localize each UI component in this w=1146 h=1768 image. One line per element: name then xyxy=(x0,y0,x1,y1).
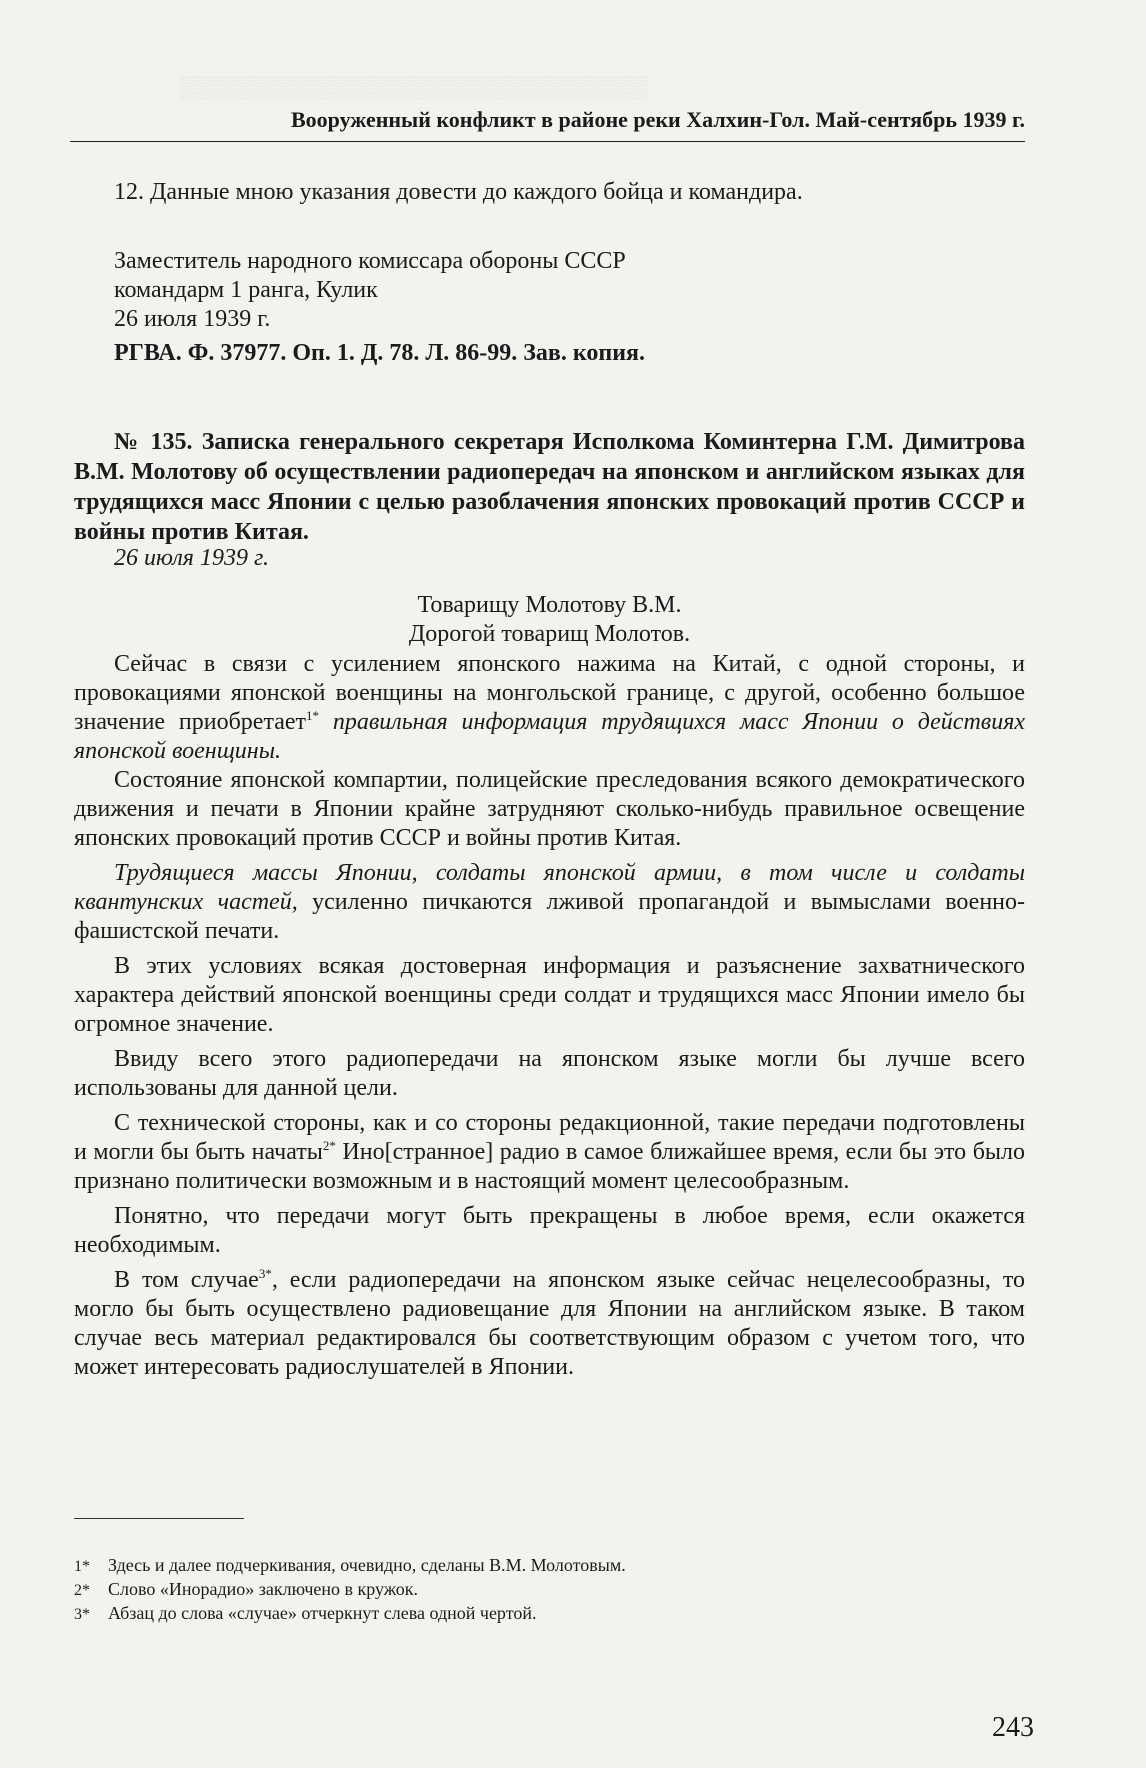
document-date-text: 26 июля 1939 г. xyxy=(114,545,269,571)
footnote-2-text: Слово «Инорадио» заключено в кружок. xyxy=(108,1579,419,1599)
archive-source-text: РГВА. Ф. 37977. Оп. 1. Д. 78. Л. 86-99. Зав. копия. xyxy=(114,340,646,366)
signature-line-1: Заместитель народного комиссара обороны СССР xyxy=(114,248,626,274)
footnote-ref-2: 2* xyxy=(322,1138,336,1153)
document-title-text: № 135. Записка генерального секретаря Исполкома Коминтерна Г.М. Димитрова В.М. Молотову об осуществлении радиопередач на японском и английском языках для трудящихся масс Японии с целью разоблачения японских провокаций против СССР и войны против Китая. xyxy=(74,429,1025,545)
page-number: 243 xyxy=(992,1712,1034,1743)
paragraph-8-b: , если радиопередачи на японском языке сейчас нецелесообразны, то могло бы быть осуществлено радиовещание для Японии на английском языке. В таком случае весь материал редактировался бы соответствующим образом с учетом того, что может интересовать радиослушателей в Японии. xyxy=(74,1267,1026,1380)
signature-block xyxy=(74,247,1025,334)
document-title xyxy=(74,427,1025,547)
letter-body xyxy=(74,650,1025,1382)
footnote-2 xyxy=(74,1578,1025,1602)
archive-source xyxy=(74,339,1025,368)
paragraph-1-b: правильная информация трудящихся масс Японии о действиях японской военщины. xyxy=(74,709,1026,764)
running-header: Вооруженный конфликт в районе реки Халхин-Гол. Май-сентябрь 1939 г. xyxy=(290,107,1025,132)
signature-date: 26 июля 1939 г. xyxy=(114,306,271,332)
footnote-3-mark: 3* xyxy=(74,1606,90,1623)
paragraph-5: Ввиду всего этого радиопередачи на японском языке могли бы лучше всего использованы для данной цели. xyxy=(74,1046,1025,1101)
paragraph-7: Понятно, что передачи могут быть прекращены в любое время, если окажется необходимым. xyxy=(74,1203,1025,1258)
document-date xyxy=(74,544,1025,573)
item-12-text: 12. Данные мною указания довести до каждого бойца и командира. xyxy=(114,179,803,205)
paragraph-2: Состояние японской компартии, полицейские преследования всякого демократического движения и печати в Японии крайне затрудняют сколько-нибудь правильное освещение японских провокаций против СССР и войны против Китая. xyxy=(74,767,1025,851)
paragraph-6-b: Ино[странное] радио в самое ближайшее время, если бы это было признано политически возможным и в настоящий момент целесообразным. xyxy=(74,1139,1026,1194)
bleed-through-text: ▒▒▒▒▒▒▒▒▒▒▒▒▒▒▒▒▒▒▒▒▒▒▒▒▒▒▒▒▒▒ xyxy=(180,74,648,99)
paragraph-3-a: Трудящиеся массы Японии, солдаты японской армии, в том числе и солдаты квантунских частей, xyxy=(74,860,1025,915)
footnote-3 xyxy=(74,1602,1025,1626)
footnote-2-mark: 2* xyxy=(74,1582,90,1599)
paragraph-6-a: С технической стороны, как и со стороны редакционной, такие передачи подготовлены и могли бы быть начаты xyxy=(74,1110,1025,1165)
footnote-1-text: Здесь и далее подчеркивания, очевидно, сделаны В.М. Молотовым. xyxy=(108,1555,626,1575)
addressee: Товарищу Молотову В.М. xyxy=(417,592,682,618)
paragraph-6 xyxy=(74,1109,1025,1196)
footnote-divider xyxy=(74,1518,244,1519)
paragraph-1 xyxy=(74,650,1025,766)
paragraph-3 xyxy=(74,859,1025,946)
footnote-ref-1: 1* xyxy=(306,708,320,723)
footnote-1-mark: 1* xyxy=(74,1558,90,1575)
paragraph-8-a: В том случае xyxy=(114,1267,259,1293)
signature-line-2: командарм 1 ранга, Кулик xyxy=(114,277,378,303)
footnote-1 xyxy=(74,1554,1025,1578)
paragraph-8 xyxy=(74,1266,1025,1382)
item-12 xyxy=(74,178,1025,207)
header-divider xyxy=(70,141,1025,142)
footnote-ref-3: 3* xyxy=(258,1266,272,1281)
footnote-3-text: Абзац до слова «случае» отчеркнут слева одной чертой. xyxy=(108,1603,537,1623)
paragraph-4: В этих условиях всякая достоверная информация и разъяснение захватнического характера действий японской военщины среди солдат и трудящихся масс Японии имело бы огромное значение. xyxy=(74,953,1025,1037)
paragraph-1-a: Сейчас в связи с усилением японского нажима на Китай, с одной стороны, и провокациями японской военщины на монгольской границе, с другой, особенно большое значение приобретает xyxy=(74,651,1025,735)
greeting: Дорогой товарищ Молотов. xyxy=(408,621,691,647)
paragraph-3-b: усиленно пичкаются лживой пропагандой и вымыслами военно-фашистской печати. xyxy=(74,889,1025,944)
